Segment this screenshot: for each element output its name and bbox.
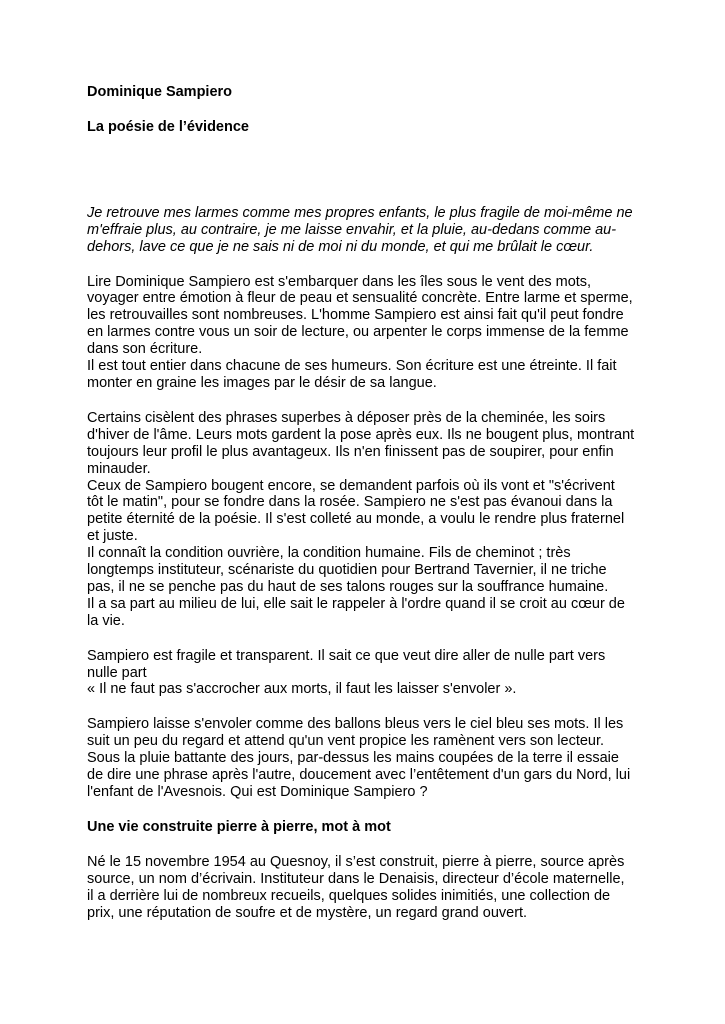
text-line: tôt le matin", pour se fondre dans la rosée. Sampiero ne s'est pas évanoui dans la <box>87 494 613 511</box>
paragraph-4 <box>87 716 647 801</box>
text-line: source, un nom d’écrivain. Instituteur dans le Denaisis, directeur d’école maternelle, <box>87 870 625 887</box>
text-line: Il connaît la condition ouvrière, la condition humaine. Fils de cheminot ; très <box>87 545 571 562</box>
paragraph-2 <box>87 410 647 630</box>
text-line: nulle part <box>87 664 147 681</box>
text-line: en larmes contre vous un soir de lecture, ou arpenter le corps immense de la femme <box>87 324 629 341</box>
text-line: d'hiver de l'âme. Leurs mots gardent la pose après eux. Ils ne bougent plus, montrant <box>87 426 635 443</box>
text-line: pas, il ne se penche pas du haut de ses talons rouges sur la souffrance humaine. <box>87 578 609 595</box>
text-line: de dire une phrase après l'autre, doucement avec l’entêtement d'un gars du Nord, lui <box>87 767 631 784</box>
text-line: suit un peu du regard et attend qu'un vent propice les ramènent vers son lecteur. <box>87 733 605 750</box>
text-line: Né le 15 novembre 1954 au Quesnoy, il s’est construit, pierre à pierre, source après <box>87 853 625 870</box>
epigraph-line: Je retrouve mes larmes comme mes propres enfants, le plus fragile de moi-même ne <box>87 204 633 221</box>
epigraph-line: m'effraie plus, au contraire, je me laisse envahir, et la pluie, au-dedans comme au- <box>87 221 617 238</box>
text-line: monter en graine les images par le désir de sa langue. <box>87 374 437 391</box>
text-line: Certains cisèlent des phrases superbes à déposer près de la cheminée, les soirs <box>87 409 606 426</box>
text-line: minauder. <box>87 460 151 477</box>
text-line: Il a sa part au milieu de lui, elle sait le rappeler à l'ordre quand il se croit au cœur de <box>87 595 625 612</box>
paragraph-3 <box>87 648 647 699</box>
text-line: toujours leur profil le plus avantageux. Ils n'en finissent pas de soupirer, pour enfin <box>87 443 614 460</box>
text-line: voyager entre émotion à fleur de peau et sensualité concrète. Entre larme et sperme, <box>87 290 633 307</box>
text-line: Il est tout entier dans chacune de ses humeurs. Son écriture est une étreinte. Il fait <box>87 358 617 375</box>
text-line: petite éternité de la poésie. Il s'est colleté au monde, a voulu le rendre plus fraternel <box>87 511 625 528</box>
section-paragraph <box>87 854 647 922</box>
text-line: dans son écriture. <box>87 341 203 358</box>
text-line: Sous la pluie battante des jours, par-dessus les mains coupées de la terre il essaie <box>87 750 619 767</box>
section-heading: Une vie construite pierre à pierre, mot à mot <box>87 818 391 835</box>
text-line: l'enfant de l'Avesnois. Qui est Dominique Sampiero ? <box>87 784 428 800</box>
epigraph-line: dehors, lave ce que je ne sais ni de moi ni du monde, et qui me brûlait le cœur. <box>87 238 594 255</box>
article-subtitle: La poésie de l’évidence <box>87 118 249 135</box>
document-page <box>87 84 647 921</box>
paragraph-1 <box>87 274 647 392</box>
text-line: Lire Dominique Sampiero est s'embarquer dans les îles sous le vent des mots, <box>87 273 592 290</box>
text-line: et juste. <box>87 528 138 545</box>
text-line: Sampiero laisse s'envoler comme des ballons bleus vers le ciel bleu ses mots. Il les <box>87 716 624 733</box>
text-line: les retrouvailles sont nombreuses. L'homme Sampiero est ainsi fait qu'il peut fondre <box>87 307 624 324</box>
text-line: il a derrière lui de nombreux recueils, quelques solides inimitiés, une collection de <box>87 887 611 904</box>
text-line: longtemps instituteur, scénariste du quotidien pour Bertrand Tavernier, il ne triche <box>87 562 607 579</box>
text-line: la vie. <box>87 612 125 629</box>
epigraph <box>87 205 647 256</box>
text-line: prix, une réputation de soufre et de mystère, un regard grand ouvert. <box>87 904 528 921</box>
text-line: Sampiero est fragile et transparent. Il sait ce que veut dire aller de nulle part vers <box>87 647 606 664</box>
author-heading: Dominique Sampiero <box>87 84 233 100</box>
quote-line: « Il ne faut pas s'accrocher aux morts, il faut les laisser s'envoler ». <box>87 681 517 698</box>
text-line: Ceux de Sampiero bougent encore, se demandent parfois où ils vont et "s'écrivent <box>87 477 615 494</box>
